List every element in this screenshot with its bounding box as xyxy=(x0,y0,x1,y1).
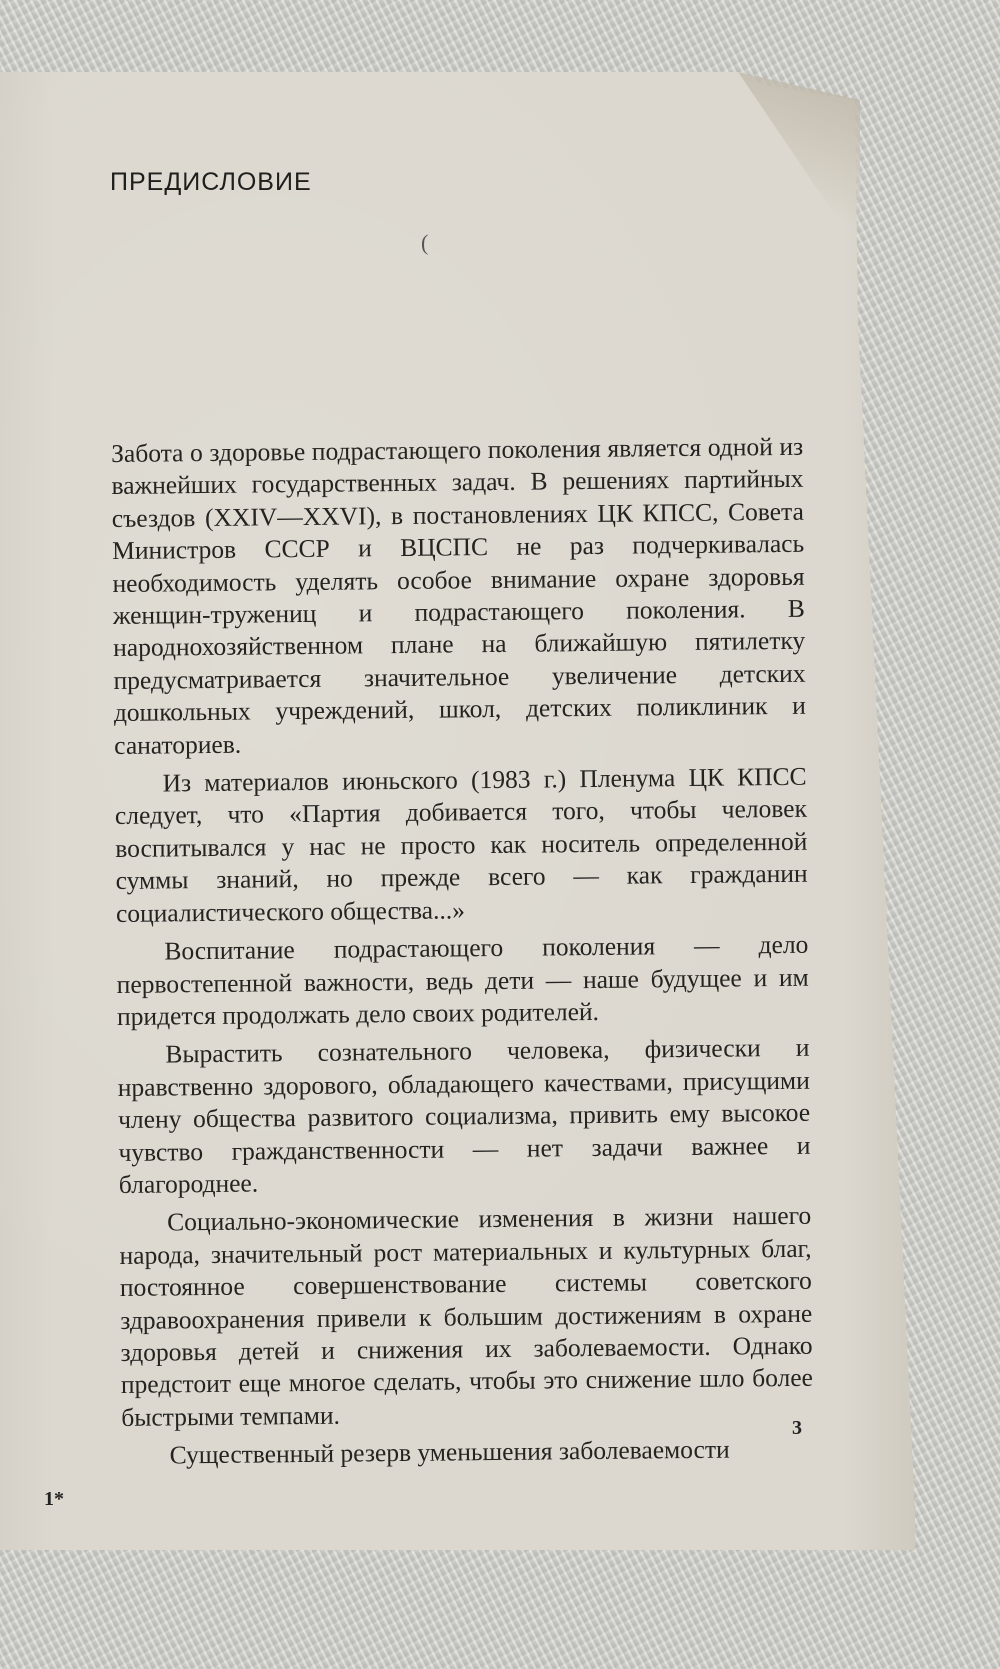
paragraph: Воспитание подрастающего поколения — дело первостепенной важности, ведь дети — наше будущее и им придется продолжать дело своих родителей. xyxy=(116,929,809,1031)
page-heading: ПРЕДИСЛОВИЕ xyxy=(110,168,312,196)
margin-mark: ( xyxy=(421,230,429,255)
paragraph: Забота о здоровье подрастающего поколения является одной из важнейших государственных задач. В решениях партийных съездов (XXIV—XXVI), в постановлениях ЦК КПСС, Совета Министров СССР и ВЦСПС не раз подчеркивалась необходимость уделять особое внимание охране здоровья женщин-тружениц и подрастающего поколения. В народнохозяйственном плане на ближайшую пятилетку предусматривается значительное увеличение детских дошкольных учреждений, школ, детских поликлиник и санаториев. xyxy=(111,431,806,760)
paragraph: Социально-экономические изменения в жизни нашего народа, значительный рост материальных и культурных благ, постоянное совершенствование системы советского здравоохранения привели к большим достижениям в охране здоровья детей и снижения их заболеваемости. Однако предстоит еще многое сделать, чтобы это снижение шло более быстрыми темпами. xyxy=(119,1201,814,1432)
page-number: 3 xyxy=(792,1417,802,1439)
paragraph: Вырастить сознательного человека, физически и нравственно здорового, обладающего качествами, присущими члену общества развитого социализма, привить ему высокое чувство гражданственности — нет задачи важнее и благороднее. xyxy=(117,1033,811,1199)
signature-mark: 1* xyxy=(44,1488,64,1510)
paragraph: Из материалов июньского (1983 г.) Пленума ЦК КПСС следует, что «Партия добивается того, чтобы человек воспитывался у нас не просто как носитель определенной суммы знаний, но прежде всего — как гражданин социалистического общества...» xyxy=(114,761,808,928)
body-text xyxy=(111,431,814,1473)
paragraph: Существенный резерв уменьшения заболеваемости xyxy=(169,1434,730,1470)
